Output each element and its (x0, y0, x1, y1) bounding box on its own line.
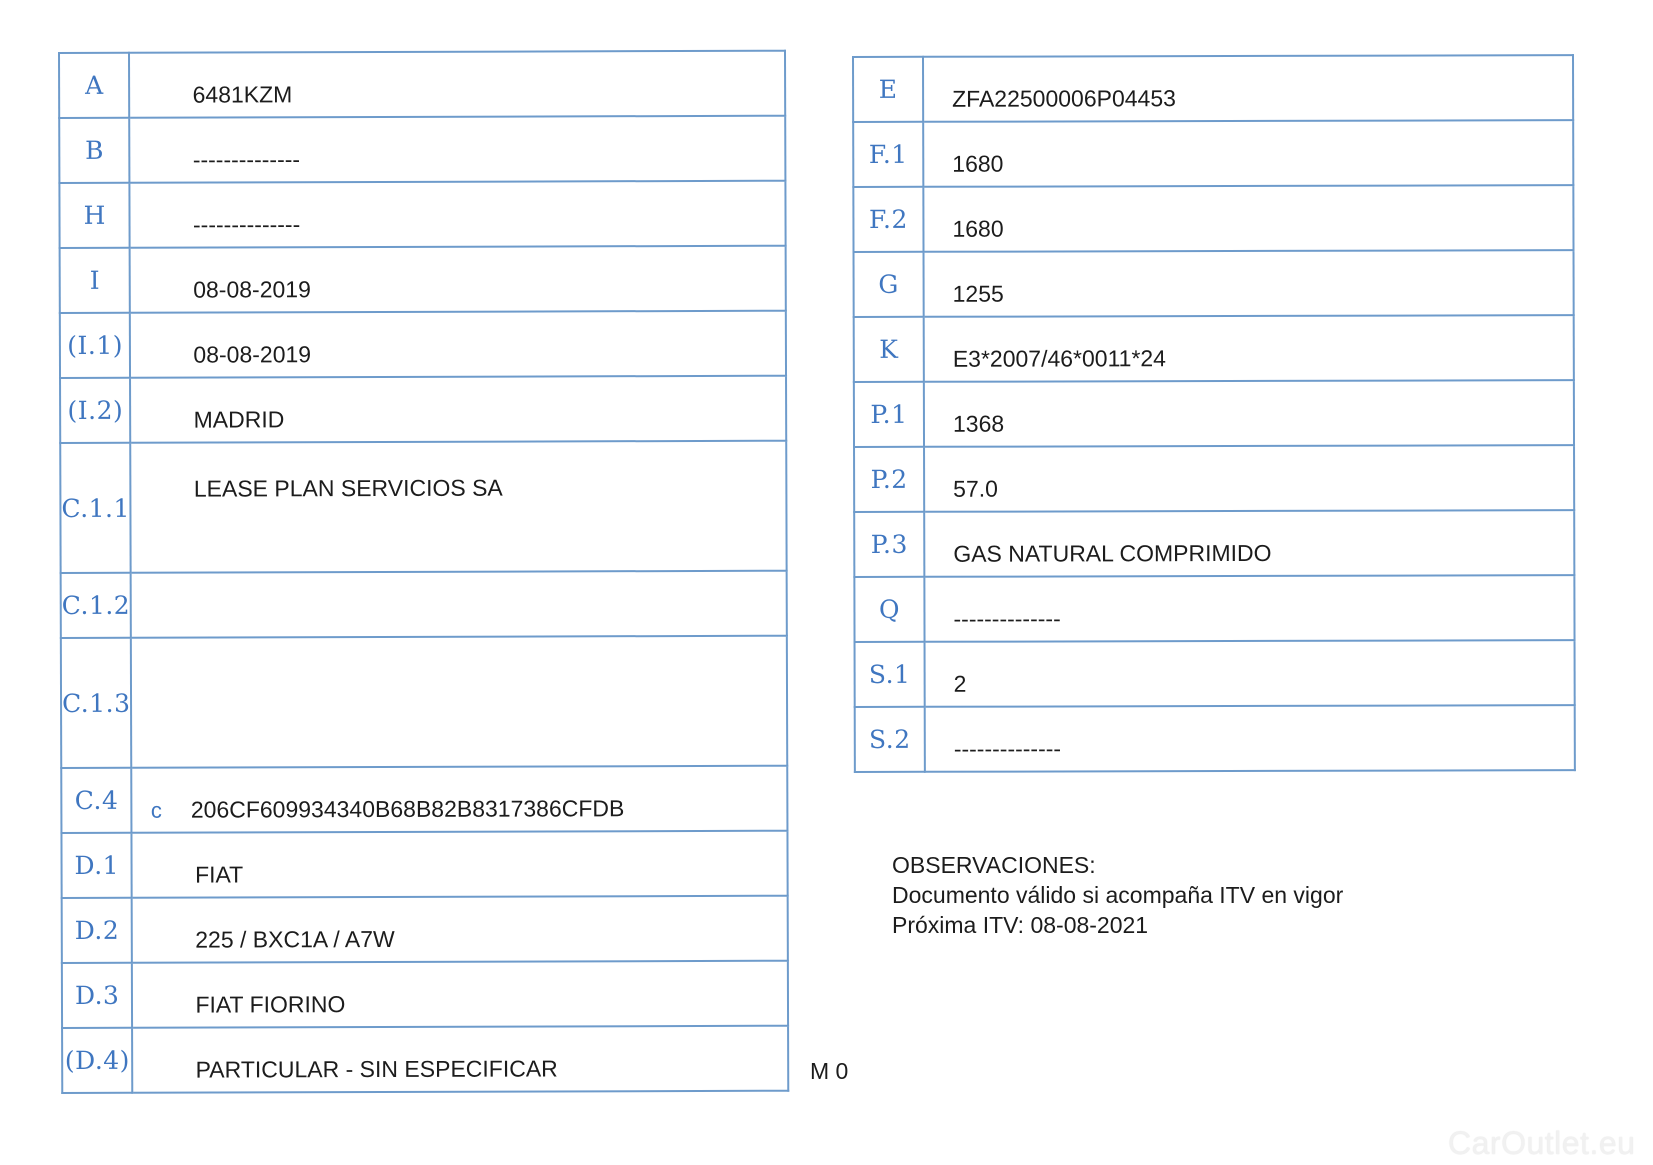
side-mark-code: M 0 (810, 1058, 849, 1084)
field-code-b: B (59, 118, 130, 183)
field-value-c11 (131, 441, 787, 573)
table-row (60, 376, 786, 443)
field-value-i2 (130, 376, 786, 443)
observations-line-validity: Documento válido si acompaña ITV en vigor (892, 882, 1344, 908)
field-value-p2 (924, 445, 1574, 512)
field-code-p1: P.1 (854, 382, 924, 447)
table-row (61, 766, 787, 833)
standing-places-value: -------------- (953, 735, 1062, 762)
field-value-p1 (924, 380, 1574, 447)
field-value-k (924, 315, 1574, 382)
field-code-e: E (853, 57, 923, 122)
table-row (62, 1026, 788, 1093)
table-row (854, 315, 1574, 382)
observations-block (892, 850, 1343, 940)
field-value-p3 (924, 510, 1574, 577)
field-code-i2: (I.2) (60, 378, 131, 443)
service-mass-value: 1255 (952, 280, 1004, 307)
plate-number: 6481KZM (192, 81, 293, 108)
vehicle-service: PARTICULAR - SIN ESPECIFICAR (195, 1055, 558, 1083)
seats-value: 2 (953, 670, 967, 697)
field-value-c13 (131, 636, 787, 768)
field-value-i1 (130, 311, 786, 378)
power-weight-ratio-value: -------------- (953, 605, 1061, 632)
field-value-b (130, 116, 786, 183)
field-value-h (130, 181, 786, 248)
table-row (61, 571, 787, 638)
field-code-d4: (D.4) (62, 1028, 133, 1093)
field-code-c13: C.1.3 (61, 638, 132, 768)
field-value-c12 (131, 571, 787, 638)
engine-capacity-value: 1368 (952, 410, 1005, 437)
field-subcode-c: c (150, 797, 162, 823)
field-code-c12: C.1.2 (61, 573, 132, 638)
issue-place: MADRID (193, 406, 285, 433)
field-code-g: G (854, 252, 924, 317)
field-code-i: I (60, 248, 131, 313)
right-registration-table (852, 54, 1576, 773)
field-value-f2 (923, 185, 1573, 252)
table-row (59, 181, 785, 248)
table-row (60, 441, 786, 573)
field-value-i (130, 246, 786, 313)
vehicle-make: FIAT (194, 861, 244, 888)
table-row (854, 250, 1574, 317)
table-row (853, 55, 1573, 122)
table-row (59, 116, 785, 183)
field-value-s2 (925, 705, 1575, 772)
field-code-c4: C.4 (61, 768, 132, 833)
table-row (62, 896, 788, 963)
field-value-s1 (925, 640, 1575, 707)
field-value-c4 (132, 766, 788, 833)
registration-date: 08-08-2019 (193, 276, 311, 303)
field-code-d1: D.1 (61, 833, 132, 898)
table-row (853, 120, 1573, 187)
field-code-f1: F.1 (853, 122, 923, 187)
field-value-d3 (132, 961, 788, 1028)
table-row (854, 575, 1574, 642)
table-row (854, 445, 1574, 512)
watermark-logo: CarOutlet.eu (1448, 1125, 1636, 1161)
field-code-d2: D.2 (62, 898, 133, 963)
table-row (855, 705, 1575, 772)
type-approval-number: E3*2007/46*0011*24 (952, 345, 1166, 372)
table-row (61, 636, 787, 768)
table-row (60, 311, 786, 378)
first-registration-value: -------------- (192, 146, 301, 173)
issue-date: 08-08-2019 (193, 341, 312, 368)
field-value-g (924, 250, 1574, 317)
table-row (61, 831, 787, 898)
field-code-a: A (59, 53, 130, 118)
field-value-d1 (132, 831, 788, 898)
fuel-type-value: GAS NATURAL COMPRIMIDO (953, 539, 1272, 567)
table-row (854, 510, 1574, 577)
field-value-q (924, 575, 1574, 642)
field-value-d2 (132, 896, 788, 963)
holder-name: LEASE PLAN SERVICIOS SA (193, 474, 503, 502)
max-mass-value: 1680 (952, 150, 1004, 177)
field-value-e (923, 55, 1573, 122)
net-power-value: 57.0 (953, 475, 998, 502)
holder-hash-value: 206CF609934340B68B82B8317386CFDB (190, 795, 625, 823)
vin-number: ZFA22500006P04453 (952, 85, 1176, 112)
table-row (853, 185, 1573, 252)
field-value-f1 (923, 120, 1573, 187)
field-code-h: H (59, 183, 130, 248)
max-service-mass-value: 1680 (952, 215, 1004, 242)
field-value-d4 (133, 1026, 789, 1093)
validity-value: -------------- (192, 211, 301, 238)
field-code-d3: D.3 (62, 963, 133, 1028)
table-row (855, 640, 1575, 707)
observations-line-next-itv: Próxima ITV: 08-08-2021 (892, 912, 1149, 938)
field-code-p2: P.2 (854, 447, 924, 512)
vehicle-model: FIAT FIORINO (195, 991, 346, 1018)
table-row (854, 380, 1574, 447)
vehicle-type-variant: 225 / BXC1A / A7W (195, 925, 395, 953)
field-code-q: Q (854, 577, 924, 642)
table-row (62, 961, 788, 1028)
table-row (60, 246, 786, 313)
field-code-i1: (I.1) (60, 313, 131, 378)
field-code-p3: P.3 (854, 512, 924, 577)
field-code-s1: S.1 (855, 642, 925, 707)
left-registration-table (58, 50, 789, 1094)
observations-title: OBSERVACIONES: (892, 852, 1096, 878)
field-code-s2: S.2 (855, 707, 925, 772)
field-value-a (129, 51, 785, 118)
field-code-f2: F.2 (853, 187, 923, 252)
field-code-c11: C.1.1 (60, 443, 131, 573)
table-row (59, 51, 785, 118)
field-code-k: K (854, 317, 924, 382)
